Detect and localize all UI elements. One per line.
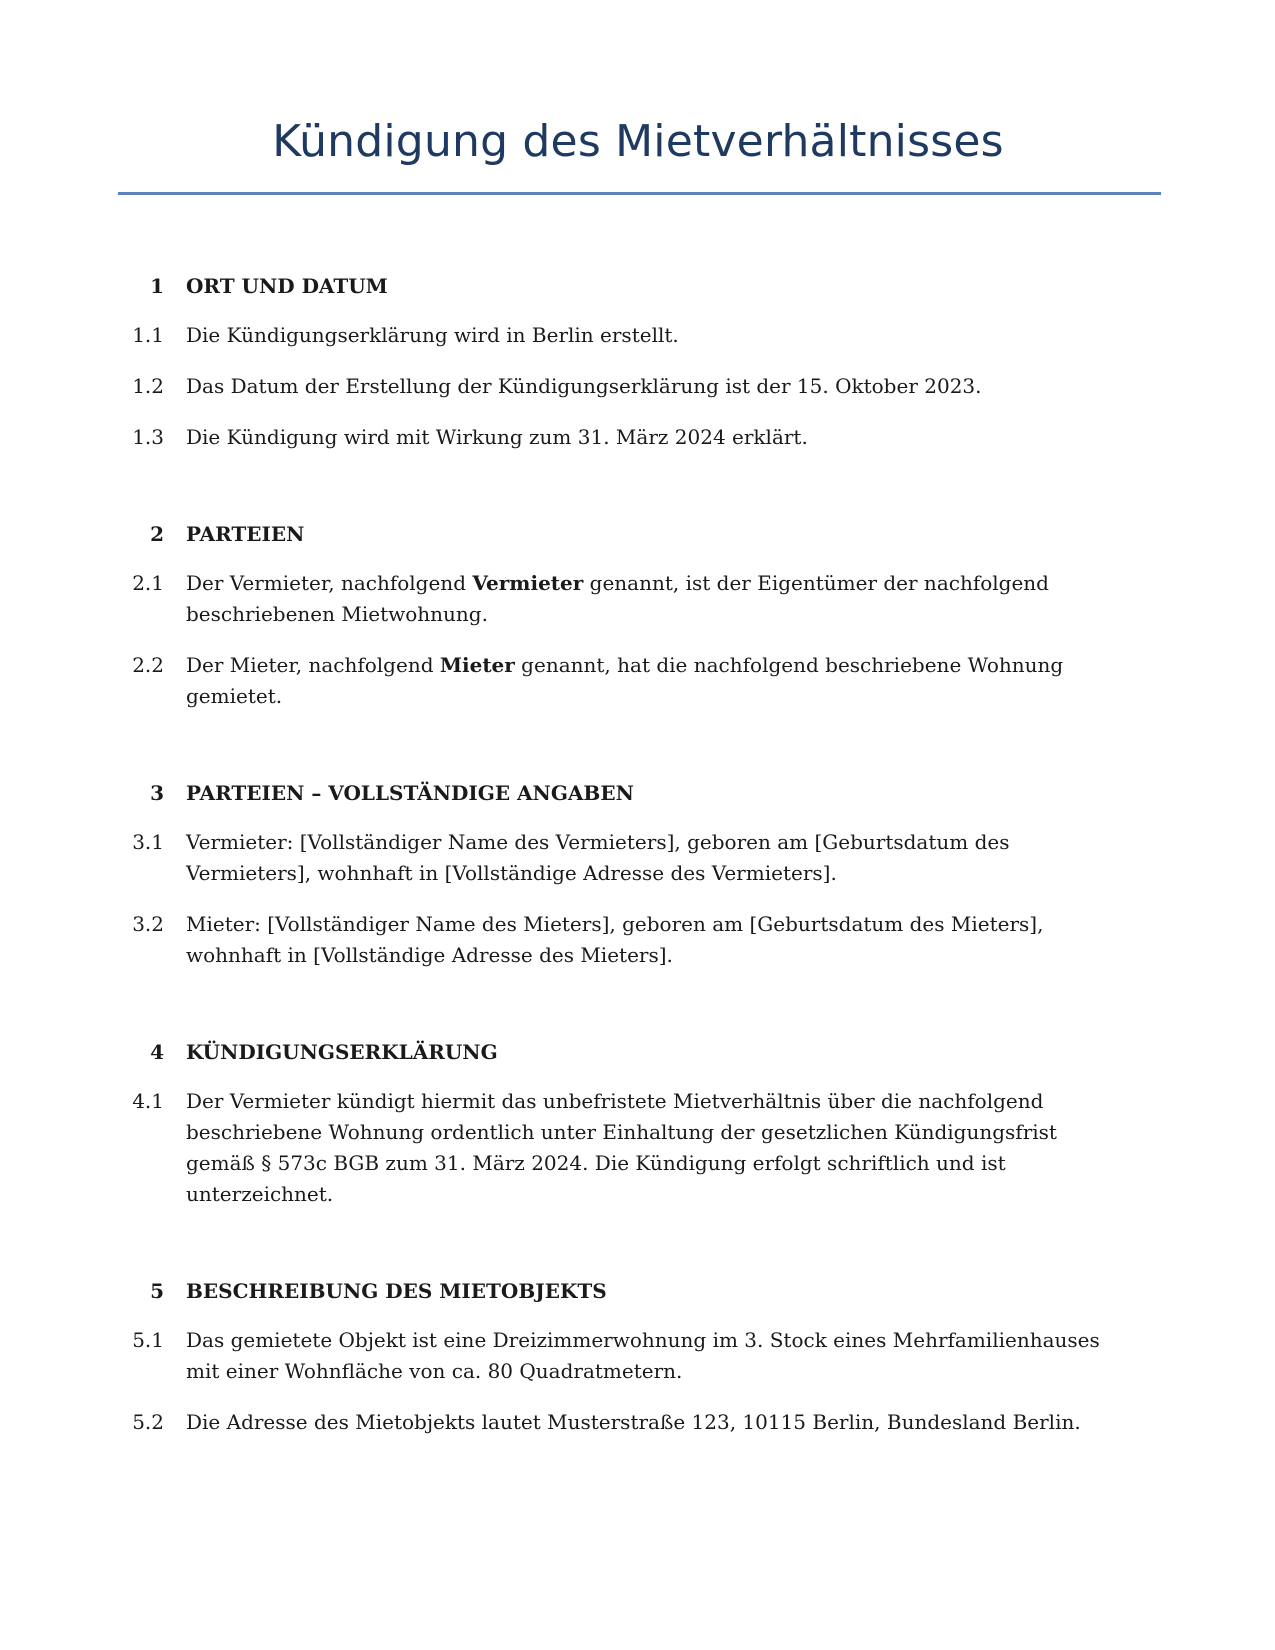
clause-number: 3.2 — [132, 912, 164, 936]
clause-item — [0, 909, 1275, 971]
clause-item — [0, 1325, 1275, 1387]
clause-text: Mieter: [Vollständiger Name des Mieters], geboren am [Geburtsdatum des Mieters], wohnhaft in [Vollständige Adresse des Mieters]. — [186, 912, 1044, 967]
clause-number: 1.2 — [132, 374, 164, 398]
clause-text-pre: Der Mieter, nachfolgend — [186, 653, 440, 677]
section-number: 1 — [150, 274, 164, 298]
clause-text: Das Datum der Erstellung der Kündigungserklärung ist der 15. Oktober 2023. — [186, 374, 982, 398]
defined-term: Vermieter — [472, 571, 584, 595]
section-heading — [0, 1037, 1275, 1067]
clause-item — [0, 650, 1275, 712]
section-number: 3 — [150, 781, 164, 805]
section-heading — [0, 1276, 1275, 1306]
section-parteien — [0, 519, 1275, 712]
clause-text: Die Adresse des Mietobjekts lautet Musterstraße 123, 10115 Berlin, Bundesland Berlin. — [186, 1410, 1081, 1434]
clause-text: Vermieter: [Vollständiger Name des Vermieters], geboren am [Geburtsdatum des Vermieters], wohnhaft in [Vollständige Adresse des Vermieters]. — [186, 830, 1010, 885]
clause-item — [0, 568, 1275, 630]
clause-text: Die Kündigungserklärung wird in Berlin erstellt. — [186, 323, 679, 347]
section-number: 5 — [150, 1279, 164, 1303]
section-heading-text: ORT UND DATUM — [186, 274, 388, 298]
clause-text-post: genannt, hat die nachfolgend beschriebene Wohnung gemietet. — [186, 653, 1064, 708]
clause-number: 3.1 — [132, 830, 164, 854]
document-body — [0, 271, 1275, 1438]
clause-text — [186, 650, 1126, 712]
section-mietobjekt — [0, 1276, 1275, 1438]
section-heading — [0, 778, 1275, 808]
clause-text — [186, 568, 1126, 630]
clause-item — [0, 320, 1275, 351]
clause-number: 5.2 — [132, 1410, 164, 1434]
section-heading-text: KÜNDIGUNGSERKLÄRUNG — [186, 1040, 498, 1064]
clause-text-post: genannt, ist der Eigentümer der nachfolgend beschriebenen Mietwohnung. — [186, 571, 1049, 626]
clause-text: Der Vermieter kündigt hiermit das unbefristete Mietverhältnis über die nachfolgend beschriebene Wohnung ordentlich unter Einhaltung der gesetzlichen Kündigungsfrist gemäß § 573c BGB zum 31. März 2024. Die Kündigung erfolgt schriftlich und ist unterzeichnet. — [186, 1089, 1057, 1206]
section-number: 2 — [150, 522, 164, 546]
clause-number: 1.3 — [132, 425, 164, 449]
clause-text-pre: Der Vermieter, nachfolgend — [186, 571, 473, 595]
section-heading-text: PARTEIEN – VOLLSTÄNDIGE ANGABEN — [186, 781, 634, 805]
clause-item — [0, 1407, 1275, 1438]
section-ort-und-datum — [0, 271, 1275, 453]
section-heading — [0, 519, 1275, 549]
document-title: Kündigung des Mietverhältnisses — [272, 116, 1004, 167]
clause-item — [0, 827, 1275, 889]
clause-item — [0, 422, 1275, 453]
section-parteien-vollstaendig — [0, 778, 1275, 971]
section-kuendigungserklaerung — [0, 1037, 1275, 1210]
title-underline — [118, 192, 1161, 195]
defined-term: Mieter — [439, 653, 515, 677]
clause-number: 2.1 — [132, 571, 164, 595]
clause-text: Die Kündigung wird mit Wirkung zum 31. März 2024 erklärt. — [186, 425, 808, 449]
clause-number: 1.1 — [132, 323, 164, 347]
clause-item — [0, 1086, 1275, 1210]
section-heading — [0, 271, 1275, 301]
clause-text: Das gemietete Objekt ist eine Dreizimmerwohnung im 3. Stock eines Mehrfamilienhauses mit einer Wohnfläche von ca. 80 Quadratmetern. — [186, 1328, 1100, 1383]
clause-item — [0, 371, 1275, 402]
section-heading-text: PARTEIEN — [186, 522, 305, 546]
section-heading-text: BESCHREIBUNG DES MIETOBJEKTS — [186, 1279, 607, 1303]
section-number: 4 — [150, 1040, 164, 1064]
clause-number: 4.1 — [132, 1089, 164, 1113]
clause-number: 2.2 — [132, 653, 164, 677]
clause-number: 5.1 — [132, 1328, 164, 1352]
